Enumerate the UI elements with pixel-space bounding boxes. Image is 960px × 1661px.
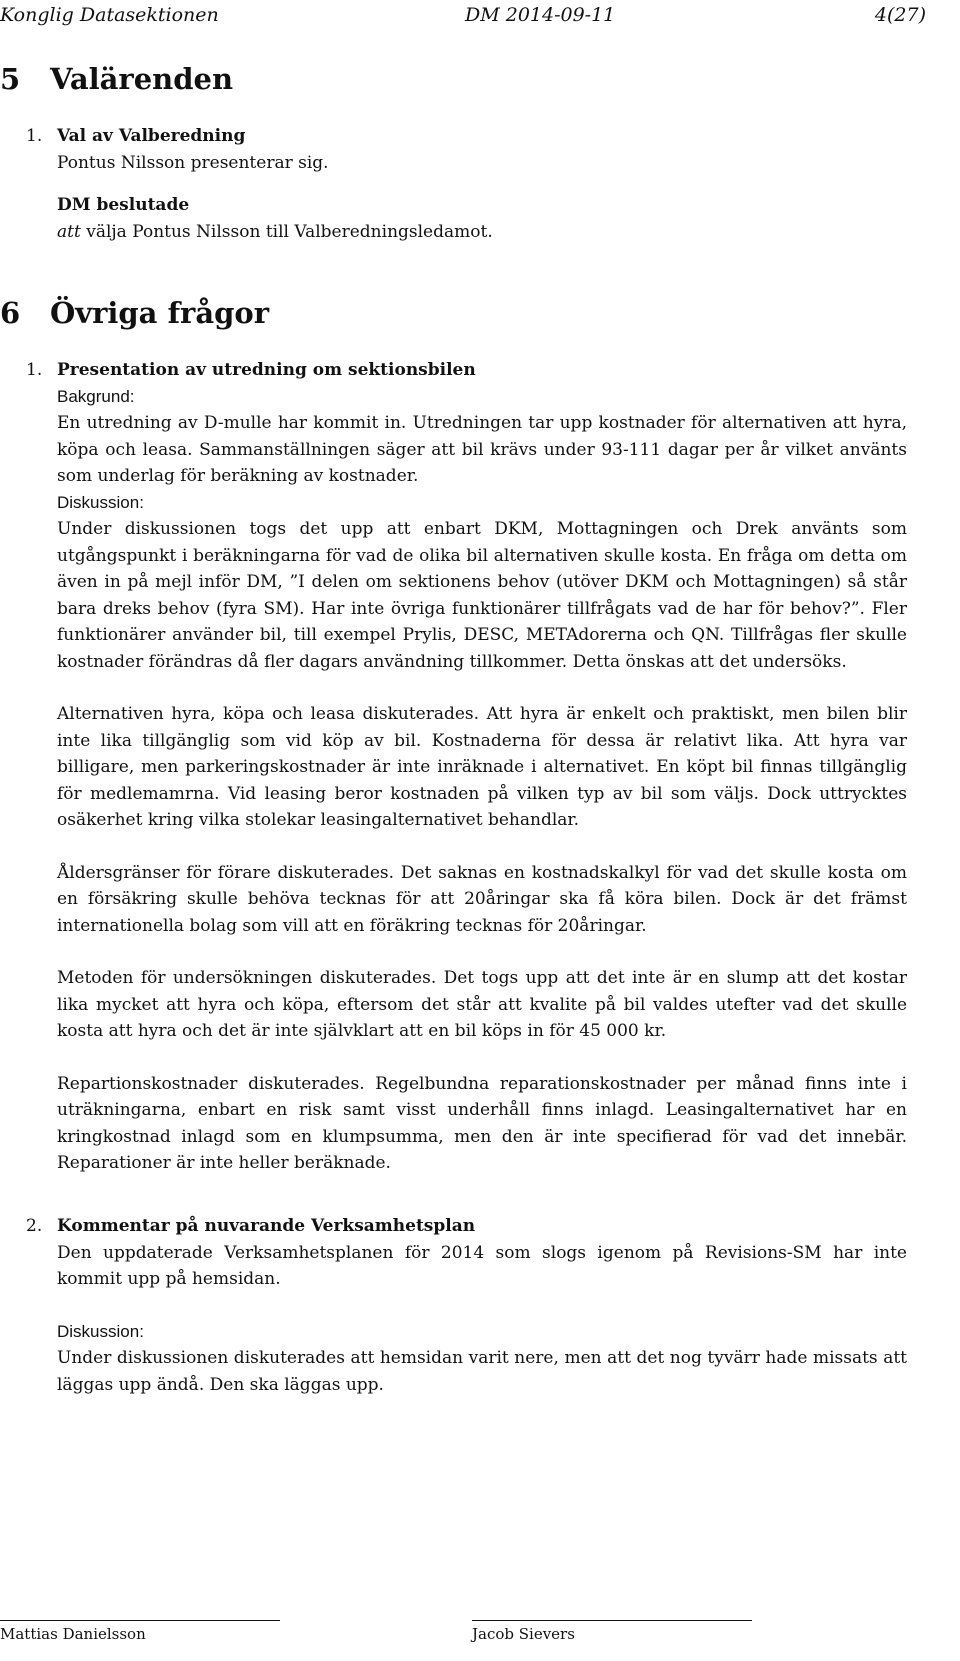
decision-body [57, 219, 907, 246]
background-text: En utredning av D-mulle har kommit in. Utredningen tar upp kostnader för alternativen att hyra, köpa och leasa. Sammanställningen säger att bil krävs under 93-111 dagar per år vilket använts som underlag för beräkning av kostnader. [57, 413, 907, 486]
discussion-label: Diskussion: [57, 1321, 144, 1341]
section-number: 6 [0, 296, 21, 330]
item-marker: 1. [26, 126, 43, 146]
organization-name: Konglig Datasektionen [0, 4, 219, 26]
discussion-paragraph: Alternativen hyra, köpa och leasa diskuterades. Att hyra är enkelt och praktiskt, men bilen blir inte lika tillgänglig som vid köp av bil. Kostnaderna för dessa är relativt lika. Att hyra var billigare, men parkeringskostnader är inte inräknade i alternativet. En köpt bil finnas tillgänglig för medlemamrna. Vid leasing beror kostnaden på vilken typ av bil som väljs. Dock uttrycktes osäkerhet kring vilka stolekar leasingalternativet behandlar. [57, 704, 907, 830]
section-number: 5 [0, 62, 21, 96]
meeting-date: DM 2014-09-11 [465, 4, 616, 26]
decision-text: välja Pontus Nilsson till Valberedningsledamot. [86, 221, 493, 242]
signature-name: Jacob Sievers [472, 1625, 575, 1643]
discussion-paragraph: Under diskussionen togs det upp att enbart DKM, Mottagningen och Drek använts som utgångspunkt i beräkningarna för vad de olika bil alternativen skulle kosta. En fråga om detta om även in på mejl inför DM, ”I delen om sektionens behov (utöver DKM och Mottagningen) så står bara dreks behov (fyra SM). Har inte övriga funktionärer tillfrågats vad de har för behov?”. Fler funktionärer använder bil, till exempel Prylis, DESC, METAdorerna och QN. Tillfrågas fler skulle kostnader förändras då fler dagars användning tillkommer. Detta önskas att det undersöks. [57, 519, 907, 672]
page-header [0, 4, 960, 28]
agenda-item-sektionsbilen [26, 357, 907, 1177]
item-title: Kommentar på nuvarande Verksamhetsplan [57, 1216, 476, 1236]
item-text: Pontus Nilsson presenterar sig. [57, 152, 329, 173]
agenda-item-val-av-valberedning [26, 123, 907, 245]
page-number: 4(27) [874, 4, 926, 26]
discussion-paragraph: Åldersgränser för förare diskuterades. Det saknas en kostnadskalkyl för vad det skulle kosta om en försäkring skulle behöva tecknas för att 20åringar ska få köra bilen. Dock är det främst internationella bolag som vill att en föräkring tecknas för 20åringar. [57, 862, 907, 936]
item-title: Val av Valberedning [57, 126, 246, 146]
item-title: Presentation av utredning om sektionsbilen [57, 360, 476, 380]
section-heading-6 [0, 296, 269, 330]
signature-line [472, 1620, 752, 1621]
background-label: Bakgrund: [57, 386, 135, 406]
discussion-paragraph: Under diskussionen diskuterades att hemsidan varit nere, men att det nog tyvärr hade missats att läggas upp ändå. Den ska läggas upp. [57, 1348, 907, 1395]
decision-title: DM beslutade [57, 195, 190, 215]
signature-footer [0, 1620, 960, 1661]
signature-block-left [0, 1620, 280, 1643]
signature-name: Mattias Danielsson [0, 1625, 146, 1643]
item-marker: 1. [26, 360, 43, 380]
section-title: Valärenden [50, 62, 234, 96]
decision-att: att [57, 221, 81, 242]
signature-block-right [472, 1620, 752, 1643]
agenda-item-verksamhetsplan [26, 1213, 907, 1398]
item-marker: 2. [26, 1216, 43, 1236]
discussion-paragraph: Repartionskostnader diskuterades. Regelbundna reparationskostnader per månad finns inte i uträkningarna, enbart en risk samt visst underhåll finns inlagd. Leasingalternativet har en kringkostnad inlagd som en klumpsumma, men den är inte specifierad för vad det innebär. Reparationer är inte heller beräknade. [57, 1073, 907, 1173]
discussion-paragraph: Metoden för undersökningen diskuterades. Det togs upp att det inte är en slump att det kostar lika mycket att hyra och köpa, eftersom det står att kvalite på bil valdes utefter vad det skulle kosta att hyra och det är inte självklart att en bil köps in för 45 000 kr. [57, 968, 907, 1041]
signature-line [0, 1620, 280, 1621]
discussion-label: Diskussion: [57, 492, 144, 512]
item-text: Den uppdaterade Verksamhetsplanen för 2014 som slogs igenom på Revisions-SM har inte kommit upp på hemsidan. [57, 1242, 907, 1289]
section-heading-5 [0, 62, 233, 96]
section-title: Övriga frågor [50, 296, 270, 330]
